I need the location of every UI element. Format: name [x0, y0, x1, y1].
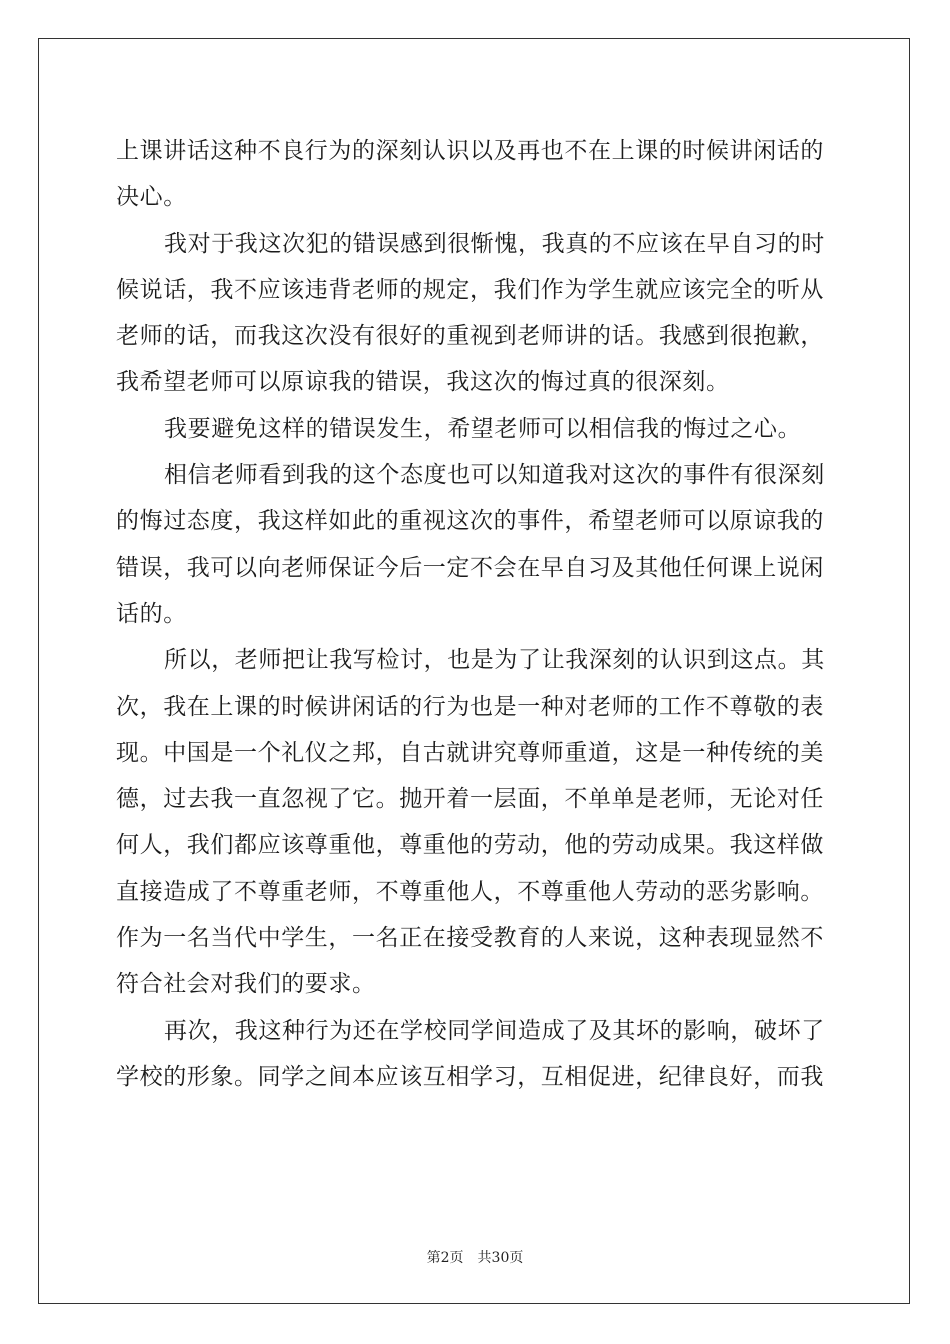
text-line: 错误，我可以向老师保证今后一定不会在早自习及其他任何课上说闲	[116, 554, 824, 581]
text-line: 再次，我这种行为还在学校同学间造成了及其坏的影响，破坏了	[164, 1017, 825, 1044]
page-total: 共30页	[477, 1250, 524, 1266]
page-number: 第2页	[426, 1250, 464, 1266]
text-line: 我对于我这次犯的错误感到很惭愧，我真的不应该在早自习的时	[164, 230, 825, 257]
text-line: 作为一名当代中学生，一名正在接受教育的人来说，这种表现显然不	[116, 925, 824, 952]
document-body	[116, 128, 836, 1100]
text-line: 德，过去我一直忽视了它。抛开着一层面，不单单是老师，无论对任	[116, 786, 824, 813]
text-line: 学校的形象。同学之间本应该互相学习，互相促进，纪律良好，而我	[116, 1063, 824, 1090]
text-line: 现。中国是一个礼仪之邦，自古就讲究尊师重道，这是一种传统的美	[116, 739, 824, 766]
text-line: 直接造成了不尊重老师，不尊重他人，不尊重他人劳动的恶劣影响。	[116, 878, 824, 905]
text-line: 我希望老师可以原谅我的错误，我这次的悔过真的很深刻。	[116, 369, 730, 396]
text-line: 何人，我们都应该尊重他，尊重他的劳动，他的劳动成果。我这样做	[116, 832, 824, 859]
page-footer	[0, 1247, 950, 1267]
text-line: 的悔过态度，我这样如此的重视这次的事件，希望老师可以原谅我的	[116, 508, 824, 535]
text-line: 话的。	[116, 600, 187, 627]
text-line: 我要避免这样的错误发生，希望老师可以相信我的悔过之心。	[164, 415, 802, 442]
text-line: 老师的话，而我这次没有很好的重视到老师讲的话。我感到很抱歉，	[116, 323, 824, 350]
text-line: 符合社会对我们的要求。	[116, 971, 376, 998]
text-line: 决心。	[116, 184, 187, 211]
text-line: 上课讲话这种不良行为的深刻认识以及再也不在上课的时候讲闲话的	[116, 138, 824, 164]
text-line: 相信老师看到我的这个态度也可以知道我对这次的事件有很深刻	[164, 462, 825, 489]
text-line: 所以，老师把让我写检讨，也是为了让我深刻的认识到这点。其	[164, 647, 825, 674]
text-line: 次，我在上课的时候讲闲话的行为也是一种对老师的工作不尊敬的表	[116, 693, 824, 720]
text-line: 候说话，我不应该违背老师的规定，我们作为学生就应该完全的听从	[116, 276, 824, 303]
